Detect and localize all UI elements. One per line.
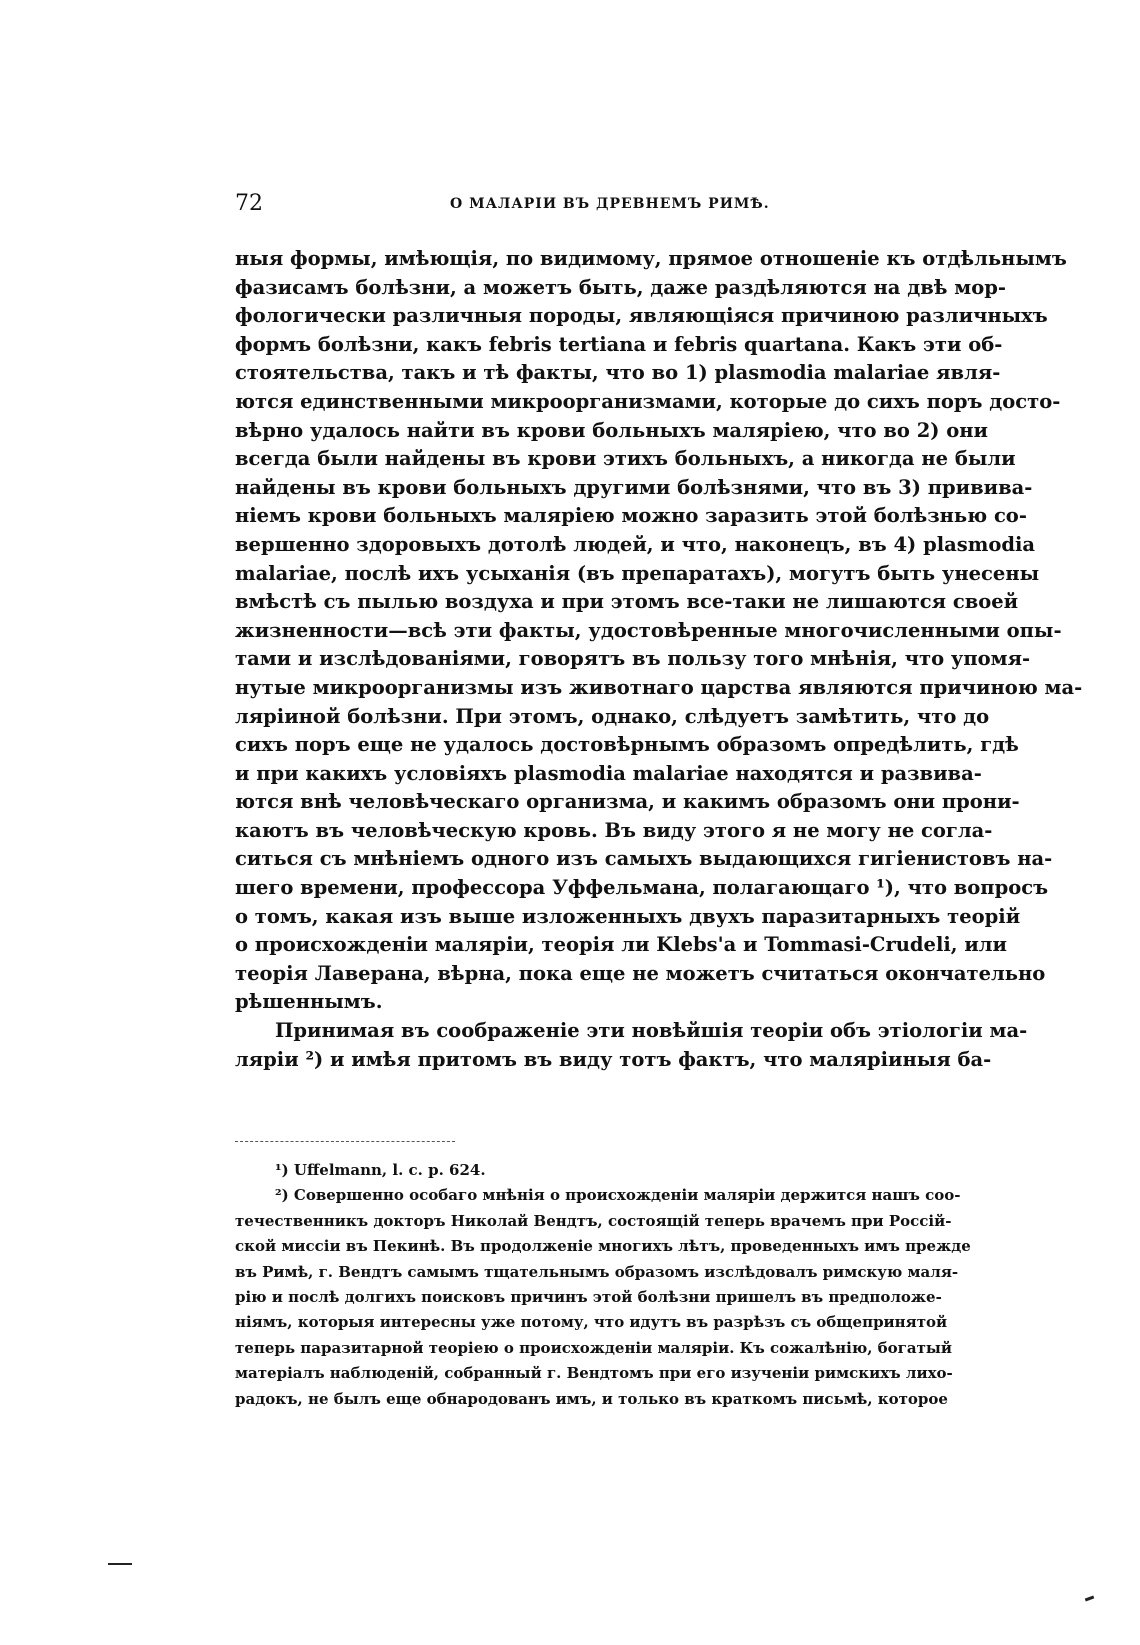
footnote-line: матеріалъ наблюденій, собранный г. Вендтомъ при его изученіи римскихъ лихо- — [235, 1364, 953, 1383]
text-line: malariae, послѣ ихъ усыханія (въ препаратахъ), могутъ быть унесены — [235, 561, 1040, 585]
text-line: ляріиной болѣзни. При этомъ, однако, слѣдуетъ замѣтить, что до — [235, 704, 990, 728]
text-line: стоятельства, такъ и тѣ факты, что во 1) plasmodia malariae явля- — [235, 361, 1001, 385]
text-line: ются единственными микроорганизмами, которые до сихъ поръ досто- — [235, 389, 1061, 413]
text-line: каютъ въ человѣческую кровь. Въ виду этого я не могу не согла- — [235, 818, 993, 842]
text-line: вмѣстѣ съ пылью воздуха и при этомъ все-таки не лишаются своей — [235, 590, 1019, 614]
footnote-line: въ Римѣ, г. Вендтъ самымъ тщательнымъ образомъ изслѣдовалъ римскую маля- — [235, 1262, 959, 1281]
scan-margin-mark — [108, 1563, 132, 1565]
text-line: шего времени, профессора Уффельмана, полагающаго ¹), что вопросъ — [235, 876, 1049, 900]
text-line: ситься съ мнѣніемъ одного изъ самыхъ выдающихся гигіенистовъ на- — [235, 847, 1053, 871]
scan-margin-mark — [1085, 1596, 1094, 1602]
text-line: вершенно здоровыхъ дотолѣ людей, и что, наконецъ, въ 4) plasmodia — [235, 532, 1036, 556]
footnote-line: рію и послѣ долгихъ поисковъ причинъ этой болѣзни пришелъ въ предположе- — [235, 1287, 942, 1306]
footnote-line: теперь паразитарной теоріею о происхожденіи маляріи. Къ сожалѣнію, богатый — [235, 1338, 953, 1357]
text-line: и при какихъ условіяхъ plasmodia malariae находятся и развива- — [235, 761, 982, 785]
text-line: ляріи ²) и имѣя притомъ въ виду тотъ фактъ, что маляріиныя ба- — [235, 1047, 992, 1071]
text-line: ныя формы, имѣющія, по видимому, прямое отношеніе къ отдѣльнымъ — [235, 247, 1067, 270]
footnotes — [235, 1158, 971, 1412]
text-line: формъ болѣзни, какъ febris tertiana и febris quartana. Какъ эти об- — [235, 332, 1003, 356]
footnote-1: ¹) Uffelmann, l. c. p. 624. — [275, 1161, 486, 1179]
text-line: о томъ, какая изъ выше изложенныхъ двухъ паразитарныхъ теорій — [235, 904, 1021, 928]
text-line: теорія Лаверана, вѣрна, пока еще не можетъ считаться окончательно — [235, 961, 1046, 985]
text-line: вѣрно удалось найти въ крови больныхъ маляріею, что во 2) они — [235, 418, 989, 442]
footnote-line: ской миссіи въ Пекинѣ. Въ продолженіе многихъ лѣтъ, проведенныхъ имъ прежде — [235, 1237, 971, 1256]
text-line: ніемъ крови больныхъ маляріею можно заразить этой болѣзнью со- — [235, 504, 1027, 528]
text-line: найдены въ крови больныхъ другими болѣзнями, что въ 3) привива- — [235, 475, 1033, 499]
page-number: 72 — [235, 191, 263, 216]
text-line: нутые микроорганизмы изъ животнаго царства являются причиною ма- — [235, 675, 1083, 699]
footnote-divider — [235, 1141, 455, 1142]
text-line: фологически различныя породы, являющіяся причиною различныхъ — [235, 304, 1048, 328]
text-line: жизненности—всѣ эти факты, удостовѣренные многочисленными опы- — [235, 618, 1062, 642]
text-line: ются внѣ человѣческаго организма, и какимъ образомъ они прони- — [235, 790, 1020, 814]
page-header — [235, 191, 955, 221]
footnote-line: течественникъ докторъ Николай Вендтъ, состоящій теперь врачемъ при Россій- — [235, 1211, 952, 1230]
text-line: всегда были найдены въ крови этихъ больныхъ, а никогда не были — [235, 447, 1016, 471]
text-line: рѣшеннымъ. — [235, 990, 383, 1014]
footnote-line: ніямъ, которыя интересны уже потому, что идутъ въ разрѣзъ съ общепринятой — [235, 1313, 948, 1332]
text-line: сихъ поръ еще не удалось достовѣрнымъ образомъ опредѣлить, гдѣ — [235, 733, 1019, 757]
paragraph-first-line: Принимая въ соображеніе эти новѣйшія теоріи объ этіологіи ма- — [275, 1019, 1028, 1043]
text-line: тами и изслѣдованіями, говорятъ въ пользу того мнѣнія, что упомя- — [235, 647, 1031, 671]
text-line: о происхожденіи маляріи, теорія ли Klebs'а и Tommasi-Crudeli, или — [235, 933, 1008, 957]
text-line: фазисамъ болѣзни, а можетъ быть, даже раздѣляются на двѣ мор- — [235, 275, 1006, 299]
footnote-line: радокъ, не былъ еще обнародованъ имъ, и только въ краткомъ письмѣ, которое — [235, 1389, 948, 1408]
main-text — [235, 245, 1083, 1074]
running-title: О МАЛАРІИ ВЪ ДРЕВНЕМЪ РИМѢ. — [450, 196, 770, 212]
footnote-2: ²) Совершенно особаго мнѣнія о происхожденіи маляріи держится нашъ соо- — [275, 1186, 961, 1205]
